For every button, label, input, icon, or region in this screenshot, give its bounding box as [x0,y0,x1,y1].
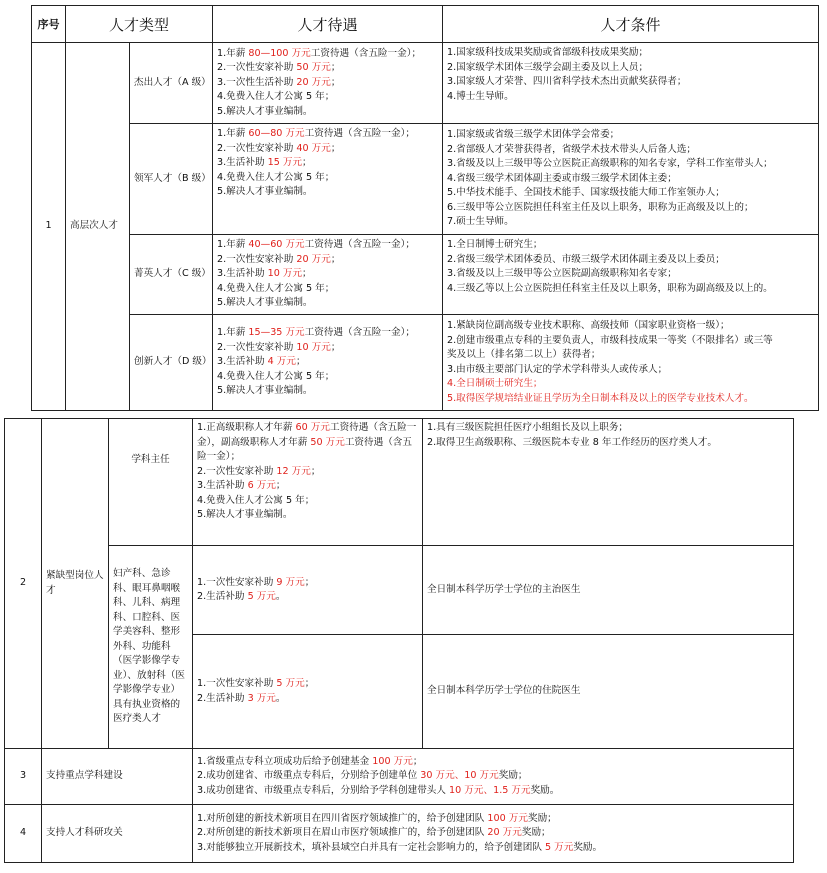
table-row [32,235,819,315]
support-line: 3.对能够独立开展新技术，填补县域空白并具有一定社会影响力的，给予创建团队 5 万元奖励。 [197,841,603,853]
benefit-line: 1.一次性安家补助 5 万元； [197,678,315,689]
shortage-talent-table [4,418,794,863]
condition-line: 1.国家级科技成果奖励或省部级科技成果奖励； [447,47,649,58]
benefit-line: 2.一次性安家补助 10 万元； [217,341,341,353]
conditions-cell [443,43,819,124]
condition-line: 奖及以上（排名第二以上）获得者； [447,349,601,360]
benefit-line: 2.一次性安家补助 50 万元； [217,62,341,74]
condition-line: 2.创建市级重点专科的主要负责人，市级科技成果一等奖（不限排名）或三等 [447,334,773,346]
benefit-line: 1.一次性安家补助 9 万元； [197,576,315,588]
benefit-line: 5.解决人才事业编制。 [197,509,293,520]
benefit-line: 1.正高级职称人才年薪 60 万元工资待遇（含五险一金），副高级职称人才年薪 50 万元工资待遇（含五险一金）； [197,422,417,462]
header-type: 人才类型 [66,6,213,43]
condition-line: 3.由市级主要部门认定的学术学科带头人或传承人； [447,363,668,375]
benefit-line: 2.一次性安家补助 20 万元； [217,253,341,265]
subtype-cell: 妇产科、急诊科、眼耳鼻咽喉科、儿科、病理科、口腔科、医学美容科、整形外科、功能科（医学影像学专业）、放射科（医学影像学专业）具有执业资格的医疗类人才 [109,546,193,749]
benefit-line: 2.一次性安家补助 12 万元； [197,465,321,477]
table-header-row [32,6,819,43]
table-row [5,805,794,863]
support-line: 1.对所创建的新技术新项目在四川省医疗领域推广的，给予创建团队 100 万元奖励； [197,812,557,824]
conditions-cell [443,235,819,315]
table-row [5,546,794,635]
benefits-cell [213,43,443,124]
condition-line: 3.省级及以上三级甲等公立医院副高级职称知名专家； [447,268,677,279]
category-cell: 紧缺型岗位人才 [42,419,109,749]
benefit-line: 3.生活补助 15 万元； [217,157,312,168]
condition-cell: 全日制本科学历学士学位的住院医生 [423,635,794,749]
benefit-line: 4.免费入住人才公寓 5 年； [197,494,315,506]
benefit-line: 5.解决人才事业编制。 [217,297,313,309]
benefits-cell [193,635,423,749]
benefit-line: 4.免费入住人才公寓 5 年； [217,91,335,103]
table-row [5,419,794,546]
condition-line: 1.具有三级医院担任医疗小组组长及以上职务； [427,422,629,433]
row-number: 2 [5,419,42,749]
row-number: 4 [5,805,42,863]
support-line: 2.对所创建的新技术新项目在眉山市医疗领域推广的，给予创建团队 20 万元奖励； [197,827,551,839]
condition-line: 7.硕士生导师。 [447,216,514,228]
support-line: 2.成功创建省、市级重点专科后，分别给予创建单位 30 万元、10 万元奖励； [197,770,528,782]
conditions-cell [443,315,819,411]
benefits-cell [193,546,423,635]
condition-line: 2.省部级人才荣誉获得者，省级学术技术带头人后备人选； [447,143,697,155]
category-cell: 高层次人才 [66,43,130,411]
subtype-cell: 领军人才（B 级） [130,124,213,235]
support-line: 3.成功创建省、市级重点专科后，分别给予学科创建带头人 10 万元、1.5 万元奖励。 [197,784,560,796]
conditions-cell [423,419,794,546]
benefit-line: 5.解决人才事业编制。 [217,105,313,117]
condition-line-highlight: 5.取得医学规培结业证且学历为全日制本科及以上的医学专业技术人才。 [447,392,754,404]
condition-line: 1.国家级或省级三级学术团体学会常委； [447,129,620,141]
row-number: 3 [5,749,42,805]
table-row [32,124,819,235]
condition-line: 4.三级乙等以上公立医院担任科室主任及以上职务，职称为副高级及以上的。 [447,282,773,294]
benefits-cell [213,124,443,235]
benefit-line: 1.年薪 60—80 万元工资待遇（含五险一金）； [217,128,415,139]
benefit-line: 4.免费入住人才公寓 5 年； [217,282,335,294]
header-no: 序号 [32,6,66,43]
benefit-line: 1.年薪 40—60 万元工资待遇（含五险一金）； [217,239,415,251]
benefit-line: 5.解决人才事业编制。 [217,385,313,397]
table-row [32,315,819,411]
benefit-line: 3.一次性生活补助 20 万元； [217,76,341,88]
benefits-cell [213,235,443,315]
benefit-line: 3.生活补助 6 万元； [197,480,286,491]
category-cell: 支持人才科研攻关 [42,805,193,863]
condition-line: 5.中华技术能手、全国技术能手、国家级技能大师工作室领办人； [447,187,725,199]
condition-line: 2.取得卫生高级职称、三级医院本专业 8 年工作经历的医疗类人才。 [427,436,717,448]
condition-line: 3.省级及以上三级甲等公立医院正高级职称的知名专家，学科工作室带头人； [447,158,773,170]
category-cell: 支持重点学科建设 [42,749,193,805]
header-conditions: 人才条件 [443,6,819,43]
benefit-line: 4.免费入住人才公寓 5 年； [217,370,335,382]
support-cell [193,749,794,805]
support-cell [193,805,794,863]
high-level-talent-table [31,5,819,411]
condition-line: 3.国家级人才荣誉、四川省科学技术杰出贡献奖获得者； [447,76,687,87]
condition-line-highlight: 4.全日制硕士研究生； [447,378,543,389]
subtype-cell: 菁英人才（C 级） [130,235,213,315]
benefit-line: 2.生活补助 5 万元。 [197,591,286,602]
support-line: 1.省级重点专科立项成功后给予创建基金 100 万元； [197,755,423,767]
subtype-cell: 杰出人才（A 级） [130,43,213,124]
benefit-line: 5.解决人才事业编制。 [217,186,313,197]
row-number: 1 [32,43,66,411]
subtype-cell: 学科主任 [109,419,193,546]
table-row [32,43,819,124]
condition-line: 4.博士生导师。 [447,90,514,102]
header-benefits: 人才待遇 [213,6,443,43]
benefit-line: 3.生活补助 10 万元； [217,268,312,280]
condition-line: 1.紧缺岗位副高级专业技术职称、高级技师（国家职业资格一级）； [447,320,730,331]
benefits-cell [193,419,423,546]
subtype-cell: 创新人才（D 级） [130,315,213,411]
condition-line: 6.三级甲等公立医院担任科室主任及以上职务，职称为正高级及以上的； [447,201,754,213]
condition-line: 1.全日制博士研究生； [447,239,543,250]
benefits-cell [213,315,443,411]
benefit-line: 2.一次性安家补助 40 万元； [217,142,341,154]
condition-cell: 全日制本科学历学士学位的主治医生 [423,546,794,635]
conditions-cell [443,124,819,235]
benefit-line: 3.生活补助 4 万元； [217,356,306,368]
condition-line: 2.省级三级学术团体委员、市级三级学术团体副主委及以上委员； [447,253,725,265]
benefit-line: 1.年薪 15—35 万元工资待遇（含五险一金）； [217,327,415,339]
benefit-line: 4.免费入住人才公寓 5 年； [217,171,335,183]
benefit-line: 1.年薪 80—100 万元工资待遇（含五险一金）； [217,47,422,59]
condition-line: 2.国家级学术团体三级学会副主委及以上人员； [447,61,649,73]
table-row [5,749,794,805]
benefit-line: 2.生活补助 3 万元。 [197,692,286,704]
condition-line: 4.省级三级学术团体副主委或市级三级学术团体主委； [447,172,677,184]
